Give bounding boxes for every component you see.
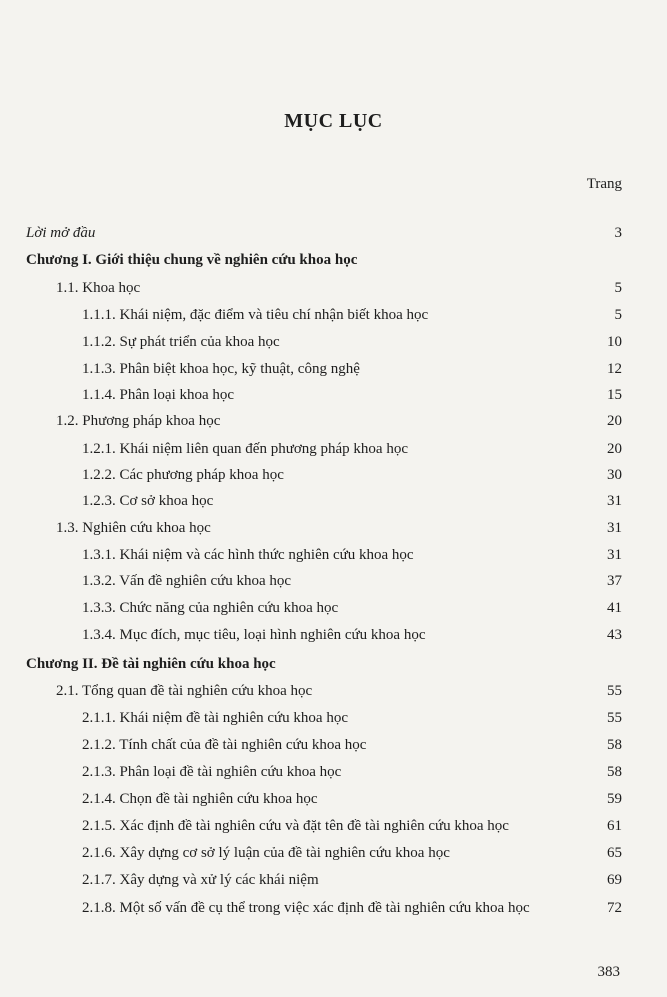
toc-entry-page: 20: [607, 413, 622, 429]
toc-entry-page: 41: [607, 600, 622, 616]
toc-entry: [0, 707, 667, 729]
toc-entry: [0, 464, 667, 486]
toc-entry: [0, 897, 667, 919]
toc-entry: [0, 222, 667, 244]
toc-entry-page: 20: [607, 441, 622, 457]
toc-entry-page: 5: [614, 307, 622, 323]
toc-entry-label: 1.3. Nghiên cứu khoa học: [56, 520, 211, 536]
toc-chapter-heading: [0, 653, 667, 675]
toc-entry-page: 10: [607, 334, 622, 350]
toc-entry-label: 1.2.1. Khái niệm liên quan đến phương pháp khoa học: [82, 441, 408, 457]
toc-entry-label: 1.2. Phương pháp khoa học: [56, 413, 221, 429]
toc-entry-page: 31: [607, 493, 622, 509]
toc-entry-label: 1.2.3. Cơ sở khoa học: [82, 493, 214, 509]
toc-entry-page: 61: [607, 818, 622, 834]
toc-entry-page: 3: [614, 225, 622, 241]
toc-entry-page: 72: [607, 900, 622, 916]
toc-entry-page: 59: [607, 791, 622, 807]
toc-entry-label: 1.1.4. Phân loại khoa học: [82, 387, 235, 403]
page-title: MỤC LỤC: [284, 110, 383, 132]
toc-entry-label: 2.1.6. Xây dựng cơ sở lý luận của đề tài nghiên cứu khoa học: [82, 845, 450, 861]
toc-entry: [0, 304, 667, 326]
toc-entry-page: 58: [607, 737, 622, 753]
toc-entry-label: 1.1.1. Khái niệm, đặc điểm và tiêu chí nhận biết khoa học: [82, 307, 429, 323]
toc-entry-page: 15: [607, 387, 622, 403]
toc-entry-page: 37: [607, 573, 622, 589]
toc-entry: [0, 734, 667, 756]
toc-entry-label: 1.1.3. Phân biệt khoa học, kỹ thuật, công nghệ: [82, 361, 360, 377]
toc-entry-label: 2.1.1. Khái niệm đề tài nghiên cứu khoa học: [82, 710, 348, 726]
toc-entry-page: 30: [607, 467, 622, 483]
toc-entry: [0, 842, 667, 864]
toc-entry: [0, 384, 667, 406]
toc-entry-label: 2.1.3. Phân loại đề tài nghiên cứu khoa học: [82, 764, 342, 780]
toc-entry-page: 5: [614, 280, 622, 296]
toc-entry-label: Lời mở đầu: [26, 225, 96, 241]
toc-entry: [0, 544, 667, 566]
toc-entry: [0, 277, 667, 299]
toc-entry: [0, 815, 667, 837]
toc-entry: [0, 570, 667, 592]
toc-entry-label: 2.1.7. Xây dựng và xử lý các khái niệm: [82, 872, 319, 888]
toc-entry-page: 43: [607, 627, 622, 643]
toc-entry-label: 2.1.2. Tính chất của đề tài nghiên cứu khoa học: [82, 737, 367, 753]
toc-entry-label: 1.3.1. Khái niệm và các hình thức nghiên cứu khoa học: [82, 547, 414, 563]
page-column-header: Trang: [586, 176, 622, 192]
toc-entry: [0, 869, 667, 891]
toc-entry: [0, 410, 667, 432]
toc-entry-page: 31: [607, 520, 622, 536]
toc-entry: [0, 358, 667, 380]
toc-entry-label: 1.1. Khoa học: [56, 280, 141, 296]
toc-entry-page: 69: [607, 872, 622, 888]
toc-entry-label: Chương II. Đề tài nghiên cứu khoa học: [26, 656, 276, 672]
toc-entry-page: 65: [607, 845, 622, 861]
toc-entry-label: 2.1.8. Một số vấn đề cụ thể trong việc xác định đề tài nghiên cứu khoa học: [82, 900, 530, 916]
toc-entry: [0, 788, 667, 810]
toc-entry-label: Chương I. Giới thiệu chung về nghiên cứu khoa học: [26, 252, 358, 268]
toc-entry-page: 58: [607, 764, 622, 780]
toc-entry-label: 1.3.4. Mục đích, mục tiêu, loại hình nghiên cứu khoa học: [82, 627, 426, 643]
toc-entry: [0, 761, 667, 783]
toc-entry-label: 1.3.3. Chức năng của nghiên cứu khoa học: [82, 600, 339, 616]
toc-entry-label: 2.1.5. Xác định đề tài nghiên cứu và đặt tên đề tài nghiên cứu khoa học: [82, 818, 509, 834]
toc-entry: [0, 680, 667, 702]
toc-entry: [0, 438, 667, 460]
toc-entry-label: 2.1.4. Chọn đề tài nghiên cứu khoa học: [82, 791, 318, 807]
toc-entry-label: 2.1. Tổng quan đề tài nghiên cứu khoa học: [56, 683, 313, 699]
toc-entry-page: 55: [607, 683, 622, 699]
toc-entry: [0, 597, 667, 619]
toc-entry: [0, 331, 667, 353]
toc-entry: [0, 517, 667, 539]
toc-entry-label: 1.3.2. Vấn đề nghiên cứu khoa học: [82, 573, 292, 589]
toc-entry: [0, 490, 667, 512]
toc-entry-label: 1.2.2. Các phương pháp khoa học: [82, 467, 284, 483]
toc-entry: [0, 624, 667, 646]
toc-entry-page: 31: [607, 547, 622, 563]
toc-entry-page: 12: [607, 361, 622, 377]
toc-chapter-heading: [0, 249, 667, 271]
toc-entry-page: 55: [607, 710, 622, 726]
page-number: 383: [597, 964, 620, 980]
toc-entry-label: 1.1.2. Sự phát triển của khoa học: [82, 334, 280, 350]
